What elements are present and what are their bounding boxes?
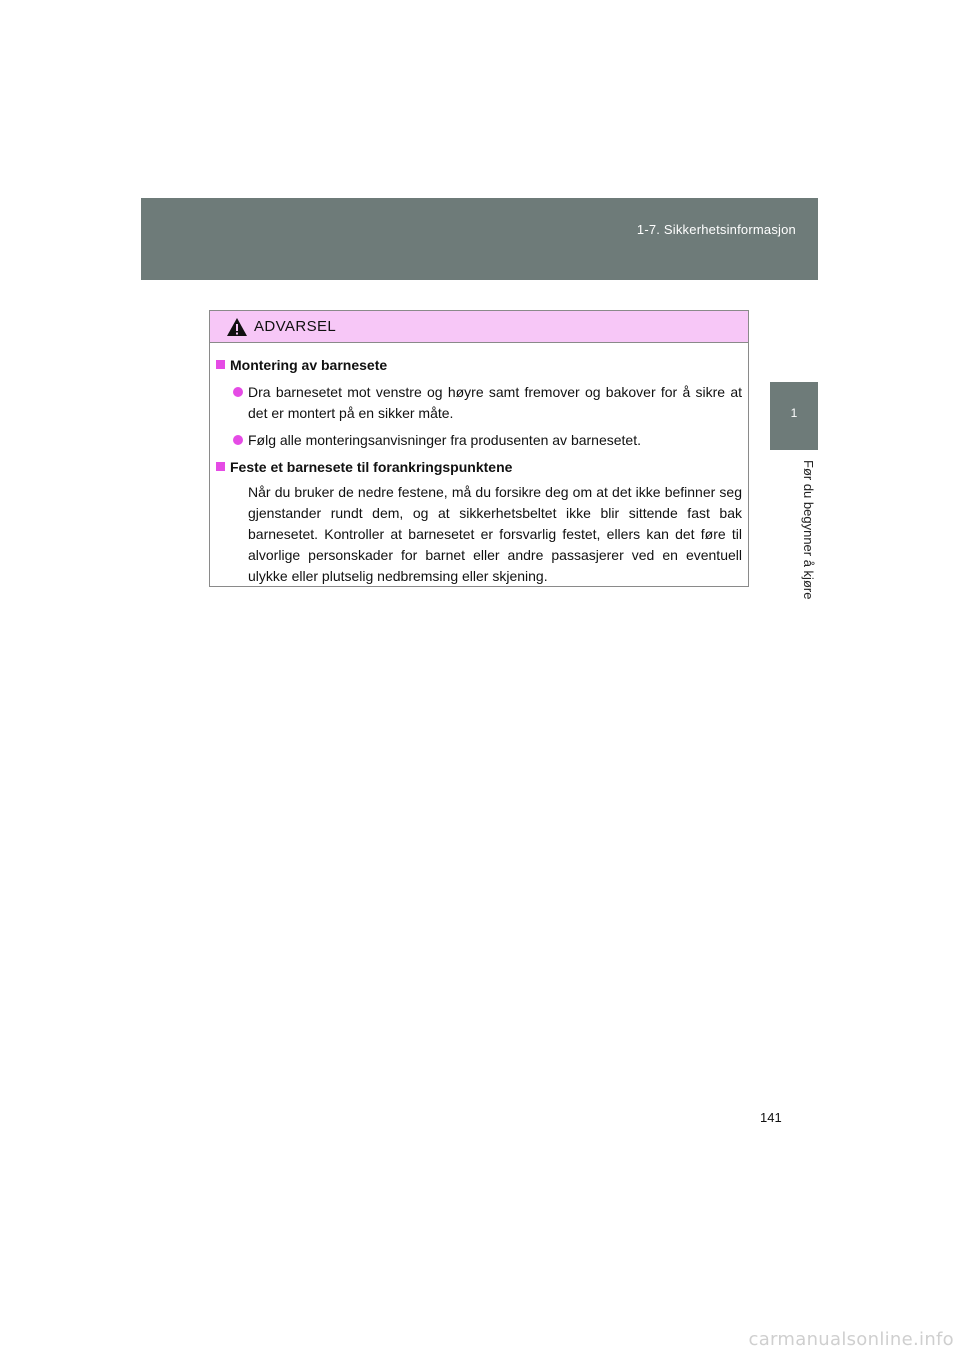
warning-triangle-icon bbox=[226, 317, 248, 337]
circle-bullet-icon bbox=[233, 435, 243, 445]
square-bullet-icon bbox=[216, 360, 225, 369]
list-item bbox=[216, 430, 742, 451]
list-item bbox=[216, 382, 742, 424]
chapter-number: 1 bbox=[790, 406, 798, 420]
watermark: carmanualsonline.info bbox=[748, 1329, 954, 1350]
list-item-text: Følg alle monteringsanvisninger fra produsenten av barnesetet. bbox=[248, 432, 641, 448]
section-title: 1-7. Sikkerhetsinformasjon bbox=[636, 222, 796, 237]
page-number: 141 bbox=[760, 1110, 782, 1125]
square-bullet-icon bbox=[216, 462, 225, 471]
section-paragraph: Når du bruker de nedre festene, må du forsikre deg om at det ikke befinner seg gjenstander rundt dem, og at sikkerhetsbeltet ikke blir sittende fast bak barnesetet. Kontroller at barnesetet er forsvarlig festet, ellers kan det føre til alvorlige personskader for barnet eller andre passasjerer ved en eventuell ulykke eller plutselig nedbremsing eller skjening. bbox=[248, 484, 742, 584]
section-heading bbox=[216, 355, 742, 376]
warning-header bbox=[210, 311, 748, 343]
circle-bullet-icon bbox=[233, 387, 243, 397]
warning-title: ADVARSEL bbox=[254, 318, 337, 335]
warning-body bbox=[210, 343, 748, 587]
section-heading-text: Feste et barnesete til forankringspunktene bbox=[230, 459, 513, 475]
chapter-tab bbox=[770, 382, 818, 450]
warning-box bbox=[209, 310, 749, 587]
chapter-title: Før du begynner å kjøre bbox=[801, 460, 816, 600]
header-band bbox=[141, 198, 818, 280]
list-item-text: Dra barnesetet mot venstre og høyre samt fremover og bakover for å sikre at det er montert på en sikker måte. bbox=[248, 384, 742, 421]
section-heading-text: Montering av barnesete bbox=[230, 357, 388, 373]
section-heading bbox=[216, 457, 742, 478]
